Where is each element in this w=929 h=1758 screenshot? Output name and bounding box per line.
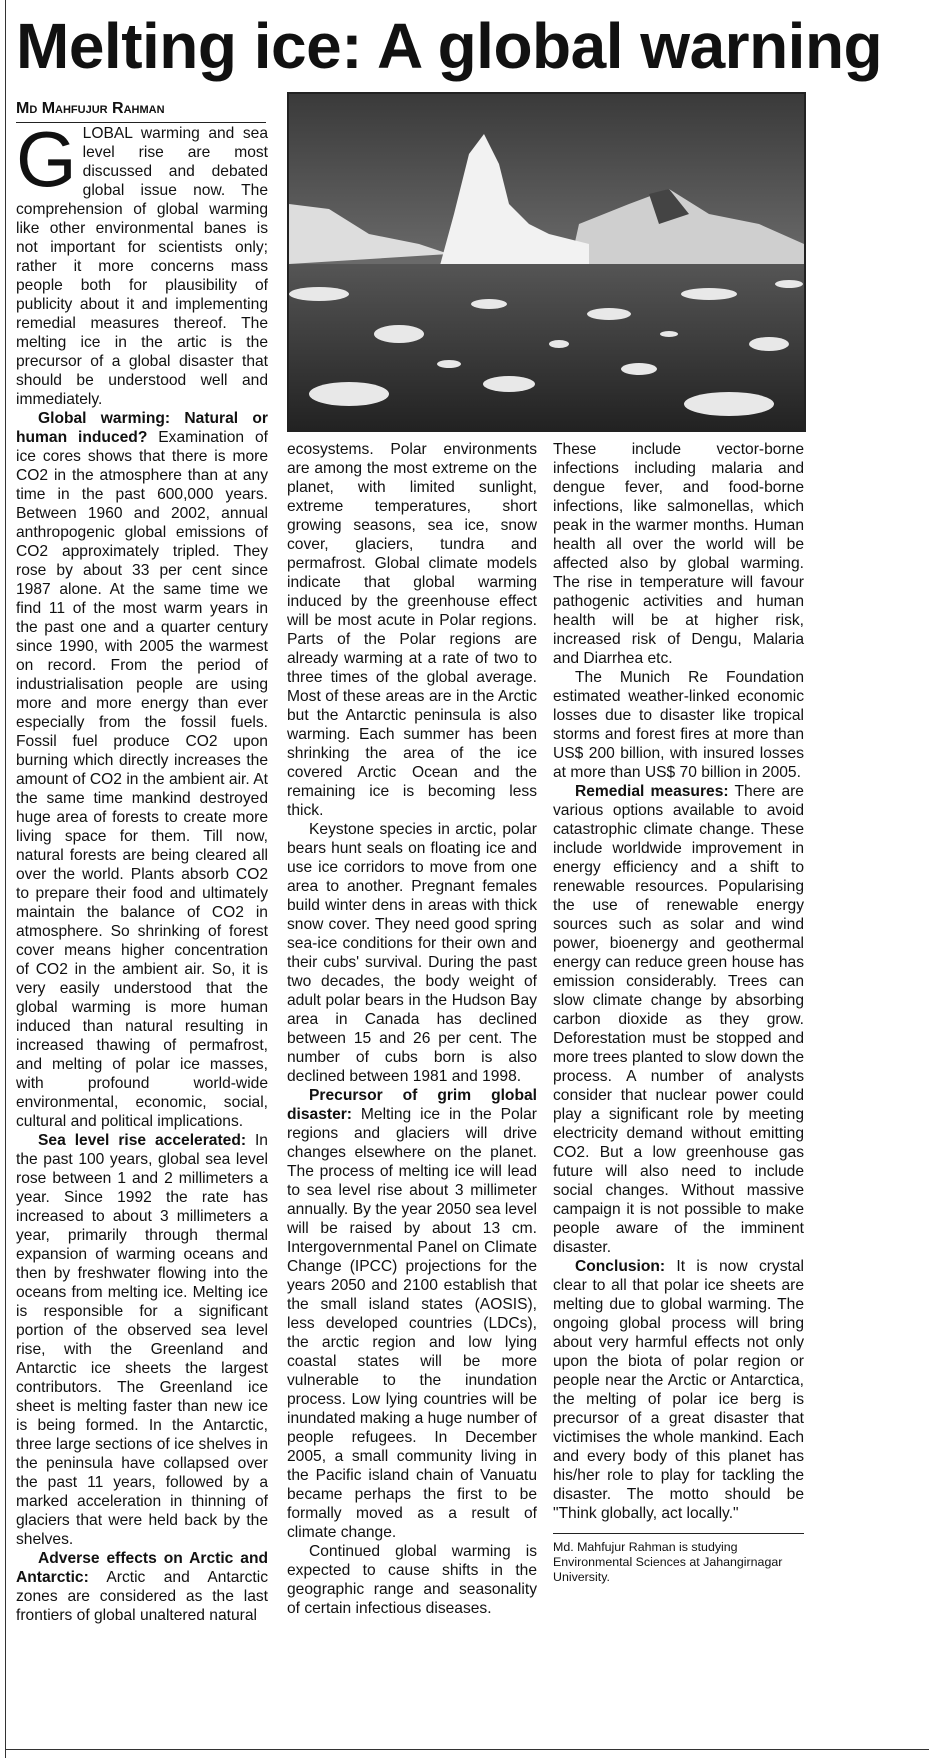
iceberg-photo-icon: [289, 94, 804, 430]
paragraph-text: Melting ice in the Polar regions and glaciers will drive changes elsewhere on the planet. The process of melting ice will lead to sea level rise about 3 millimeter annually. By the year 2050 sea level will be raised by about 13 cm. Intergovernmental Panel on Climate Change (IPCC) projections for the years 2050 and 2100 establish that the small island states (AOSIS), less developed countries (LDCs), the arctic region and low lying coastal states will be more vulnerable to the inundation process. Low lying countries will be inundated making a huge number of people refugees. In December 2005, a small community living in the Pacific island chain of Vanuatu became perhaps the first to be formally moved as a result of climate change.: [287, 1106, 537, 1541]
paragraph-text: LOBAL warming and sea level rise are most discussed and debated global issue now. The comprehension of global warming like other environmental banes is not important for scientists only; rather it more concerns mass people both for plausibility of publicity about it and implementing remedial measures thereof. The melting ice in the artic is the precursor of a global disaster that should be understood well and immediately.: [16, 125, 268, 408]
author-note: Md. Mahfujur Rahman is studying Environmental Sciences at Jahangirnagar University.: [553, 1533, 804, 1585]
paragraph-text: ecosystems. Polar environments are among the most extreme on the planet, with limited sunlight, extreme temperatures, short growing seasons, sea ice, snow cover, glaciers, tundra and permafrost. Global climate models indicate that global warming induced by the greenhouse effect will be most acute in Polar regions. Parts of the Polar regions are already warming at a rate of two to three times of the global average. Most of these areas are in the Arctic but the Antarctic peninsula is also warming. Each summer has been shrinking the area of the ice covered Arctic Ocean and the remaining ice is becoming less thick.: [287, 441, 537, 819]
paragraph-text: The Munich Re Foundation estimated weather-linked economic losses due to disaster like tropical storms and forest fires at more than US$ 200 billion, with insured losses at more than US$ 70 billion in 2005.: [553, 669, 804, 781]
paragraph-text: Keystone species in arctic, polar bears hunt seals on floating ice and use ice corridors to move from one area to another. Pregnant females build winter dens in areas with thick snow cover. They need good spring sea-ice conditions for their own and their cubs' survival. During the past two decades, the body weight of adult polar bears in the Hudson Bay area in Canada has declined between 15 and 26 per cent. The number of cubs born is also declined between 1981 and 1998.: [287, 821, 537, 1085]
paragraph: [16, 1131, 268, 1549]
paragraph: [287, 440, 537, 820]
paragraph: [553, 440, 804, 668]
drop-cap: G: [16, 115, 77, 203]
paragraph-text: Arctic and Antarctic zones are considered as the last frontiers of global unaltered natural: [16, 1569, 268, 1624]
paragraph: [553, 1257, 804, 1523]
article-column-2: [287, 440, 537, 1618]
paragraph: [287, 1086, 537, 1542]
paragraph: [16, 409, 268, 1131]
paragraph: [287, 820, 537, 1086]
paragraph: [287, 1542, 537, 1618]
paragraph-text: In the past 100 years, global sea level rose between 1 and 2 millimeters a year. Since 1992 the rate has increased to about 3 millimeters a year, primarily through thermal expansion of warming oceans and then by freshwater flowing into the oceans from melting ice. Melting ice is responsible for a significant portion of the observed sea level rise, with the Greenland and Antarctic ice sheets the largest contributors. The Greenland ice sheet is melting faster than new ice is being formed. In the Antarctic, three large sections of ice shelves in the peninsula have collapsed over the past 11 years, followed by a marked acceleration in thinning of glaciers that were held back by the shelves.: [16, 1132, 268, 1548]
iceberg-photo: [287, 92, 806, 432]
paragraph: [553, 668, 804, 782]
subheading: Precursor of grim global disaster:: [287, 1087, 537, 1123]
headline: Melting ice: A global warning: [16, 10, 883, 82]
paragraph-text: Continued global warming is expected to cause shifts in the geographic range and seasonality of certain infectious diseases.: [287, 1543, 537, 1617]
left-rule: [5, 0, 6, 1758]
paragraph: [16, 1549, 268, 1625]
paragraph-text: There are various options available to avoid catastrophic climate change. These include worldwide improvement in energy efficiency and a shift to renewable resources. Popularising the use of renewable energy sources such as solar and wind power, bioenergy and geothermal energy can reduce green house has emission considerably. Trees can slow climate change by absorbing carbon dioxide as they grow. Deforestation must be stopped and more trees planted to slow down the process. A number of analysts consider that nuclear power could play a significant role by meeting electricity demand without emitting CO2. But a low greenhouse gas future will also need to include social changes. Without massive campaign it is not possible to make people aware of the imminent disaster.: [553, 783, 804, 1256]
article-column-3: [553, 440, 804, 1585]
subheading: Remedial measures:: [575, 783, 729, 800]
paragraph-text: These include vector-borne infections including malaria and dengue fever, and food-borne infections, like salmonellas, which peak in the warmer months. Human health all over the world will be affected also by global warming. The rise in temperature will favour pathogenic activities and human health will be at higher risk, increased risk of Dengu, Malaria and Diarrhea etc.: [553, 441, 804, 667]
subheading: Conclusion:: [575, 1258, 666, 1275]
paragraph: [553, 782, 804, 1257]
subheading: Global warming: Natural or human induced?: [16, 410, 268, 446]
bottom-rule: [5, 1749, 929, 1750]
subheading: Sea level rise accelerated:: [38, 1132, 247, 1149]
paragraph-text: Examination of ice cores shows that there is more CO2 in the atmosphere than at any time in the past 600,000 years. Between 1960 and 2002, annual anthropogenic global emissions of CO2 approximately tripled. They rose by about 33 per cent since 1987 alone. At the same time we find 11 of the most warm years in the past one and a quarter century since 1990, with 2005 the warmest on record. From the period of industrialisation people are using more and more energy than ever especially from the fossil fuels. Fossil fuel produce CO2 upon burning which directly increases the amount of CO2 in the ambient air. At the same time mankind destroyed huge area of forests to create more living space for them. Till now, natural forests are being cleared all over the world. Plants absorb CO2 to prepare their food and ultimately maintain the balance of CO2 in atmosphere. So shrinking of forest cover means higher concentration of CO2 in the ambient air. So, it is very easily understood that the global warming is more human induced than natural resulting in increased thawing of permafrost, and melting of polar ice masses, with profound world-wide environmental, economic, social, cultural and political implications.: [16, 429, 269, 1130]
byline: Md Mahfujur Rahman: [16, 100, 266, 123]
article-column-1: [16, 115, 269, 1625]
subheading: Adverse effects on Arctic and Antarctic:: [16, 1550, 268, 1586]
paragraph-text: It is now crystal clear to all that polar ice sheets are melting due to global warming. The ongoing global process will bring about very harmful effects not only upon the biota of polar region or people near the Arctic or Antarctica, the melting of polar ice berg is precursor of a great disaster that victimises the whole mankind. Each and every body of this planet has his/her role to play for tackling the disaster. The motto should be "Think globally, act locally.": [553, 1258, 804, 1522]
intro-paragraph: [16, 115, 268, 409]
